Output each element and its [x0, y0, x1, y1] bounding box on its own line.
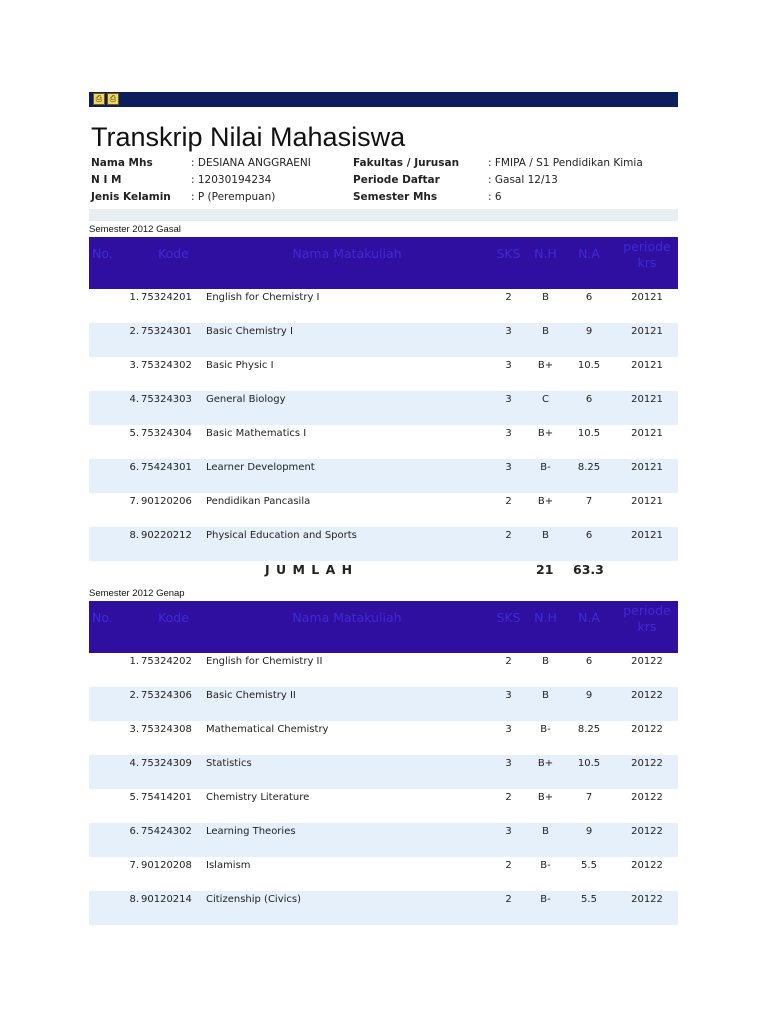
row-nh: B	[542, 656, 549, 667]
row-sks: 2	[505, 860, 512, 871]
row-nama: General Biology	[206, 391, 488, 425]
row-kode: 75414201	[141, 792, 192, 803]
nama-label: Nama Mhs	[91, 157, 153, 169]
fakultas-label: Fakultas / Jurusan	[353, 157, 460, 169]
table-row	[89, 391, 678, 425]
row-periode: 20122	[631, 724, 663, 735]
row-na: 6	[585, 656, 593, 667]
row-sks: 3	[505, 724, 512, 735]
row-no: 7.	[129, 860, 139, 871]
header-nh: N.H	[529, 237, 562, 289]
header-periode: periode krs	[616, 601, 678, 653]
row-kode: 75424302	[141, 823, 206, 857]
row-nama: English for Chemistry II	[206, 656, 323, 667]
row-no: 3.	[129, 360, 139, 371]
header-nama: Nama Matakuliah	[206, 237, 488, 289]
row-sks: 3	[488, 755, 529, 789]
row-nama: Chemistry Literature	[206, 792, 310, 803]
row-periode: 20121	[631, 292, 663, 303]
semester-label: Semester 2012 Gasal	[89, 224, 181, 235]
row-periode: 20121	[631, 360, 663, 371]
semester-mhs-label: Semester Mhs	[353, 191, 438, 203]
divider-bar	[89, 209, 678, 221]
table-row	[89, 857, 678, 891]
semester-mhs-value: : 6	[488, 191, 502, 203]
row-nh: B+	[537, 792, 554, 803]
row-nama: Pendidikan Pancasila	[206, 496, 311, 507]
grades-table	[89, 601, 678, 925]
row-na: 6	[585, 292, 593, 303]
row-kode: 75324201	[141, 292, 192, 303]
table-row	[89, 823, 678, 857]
table-row	[89, 459, 678, 493]
row-no: 6.	[89, 459, 141, 493]
row-sks: 2	[505, 292, 512, 303]
row-sks: 3	[505, 360, 512, 371]
row-sks: 2	[505, 656, 512, 667]
row-nh: B	[529, 687, 562, 721]
header-no: No.	[89, 237, 141, 289]
row-na: 7	[585, 792, 593, 803]
row-sks: 3	[488, 687, 529, 721]
row-na: 8.25	[562, 459, 616, 493]
print-icon[interactable]: ⎙	[93, 93, 105, 105]
nim-value: : 12030194234	[191, 174, 272, 186]
row-no: 3.	[129, 724, 139, 735]
row-no: 5.	[129, 428, 139, 439]
row-kode: 75424301	[141, 459, 206, 493]
table-header-row	[89, 237, 678, 289]
jumlah-row	[89, 561, 678, 583]
row-nh: B+	[529, 755, 562, 789]
semester-label: Semester 2012 Genap	[89, 588, 185, 599]
row-no: 8.	[89, 527, 141, 561]
row-no: 4.	[89, 755, 141, 789]
row-no: 4.	[89, 391, 141, 425]
row-periode: 20121	[616, 459, 678, 493]
row-nama: Statistics	[206, 755, 488, 789]
row-kode: 90120206	[141, 496, 192, 507]
row-nh: B-	[540, 724, 551, 735]
row-sks: 2	[488, 527, 529, 561]
row-na: 6	[562, 391, 616, 425]
header-no: No.	[89, 601, 141, 653]
header-kode: Kode	[141, 237, 206, 289]
row-kode: 75324309	[141, 755, 206, 789]
row-na: 8.25	[577, 724, 601, 735]
transcript-page	[89, 92, 678, 925]
table-row	[89, 789, 678, 823]
table-header-row	[89, 601, 678, 653]
row-kode: 90120208	[141, 860, 192, 871]
row-nama: Basic Chemistry I	[206, 323, 488, 357]
header-kode: Kode	[141, 601, 206, 653]
print-icon[interactable]: ⎙	[107, 93, 119, 105]
row-no: 7.	[129, 496, 139, 507]
header-na: N.A	[562, 237, 616, 289]
row-nama: Citizenship (Civics)	[206, 891, 488, 925]
row-nh: B	[542, 292, 549, 303]
row-nh: B+	[537, 428, 554, 439]
row-kode: 75324308	[141, 724, 192, 735]
nim-label: N I M	[91, 174, 122, 186]
row-no: 5.	[129, 792, 139, 803]
row-periode: 20122	[616, 755, 678, 789]
table-row	[89, 493, 678, 527]
jumlah-na: 63.3	[573, 562, 604, 577]
row-kode: 75324302	[141, 360, 192, 371]
top-toolbar	[89, 92, 678, 107]
table-row	[89, 357, 678, 391]
row-na: 10.5	[577, 360, 601, 371]
row-no: 6.	[89, 823, 141, 857]
row-nh: B	[529, 823, 562, 857]
table-row	[89, 755, 678, 789]
row-nama: Basic Mathematics I	[206, 428, 307, 439]
row-sks: 3	[505, 428, 512, 439]
row-kode: 90220212	[141, 527, 206, 561]
table-row	[89, 687, 678, 721]
grades-table	[89, 237, 678, 561]
row-periode: 20121	[616, 527, 678, 561]
table-row	[89, 527, 678, 561]
row-periode: 20122	[616, 687, 678, 721]
row-na: 5.5	[581, 860, 597, 871]
row-nama: Islamism	[206, 860, 251, 871]
row-nama: Basic Chemistry II	[206, 687, 488, 721]
jumlah-label: J U M L A H	[265, 562, 354, 577]
row-sks: 3	[488, 391, 529, 425]
row-periode: 20121	[631, 496, 663, 507]
row-na: 9	[562, 823, 616, 857]
row-nh: B+	[537, 360, 554, 371]
row-sks: 3	[488, 459, 529, 493]
fakultas-value: : FMIPA / S1 Pendidikan Kimia	[488, 157, 643, 169]
row-na: 9	[562, 323, 616, 357]
row-kode: 75324306	[141, 687, 206, 721]
row-nh: B-	[540, 860, 551, 871]
row-kode: 90120214	[141, 891, 206, 925]
row-periode: 20122	[631, 860, 663, 871]
row-na: 10.5	[562, 755, 616, 789]
row-na: 6	[562, 527, 616, 561]
row-periode: 20122	[631, 792, 663, 803]
row-periode: 20122	[616, 891, 678, 925]
row-nh: C	[529, 391, 562, 425]
student-info	[89, 157, 678, 209]
header-periode: periode krs	[616, 237, 678, 289]
jumlah-sks: 21	[536, 562, 554, 577]
row-nh: B	[529, 323, 562, 357]
row-periode: 20122	[616, 823, 678, 857]
table-row	[89, 289, 678, 323]
row-no: 2.	[89, 687, 141, 721]
row-nama: Mathematical Chemistry	[206, 724, 329, 735]
header-nama: Nama Matakuliah	[206, 601, 488, 653]
row-na: 5.5	[562, 891, 616, 925]
jenis-kelamin-value: : P (Perempuan)	[191, 191, 276, 203]
row-nama: Learner Development	[206, 459, 488, 493]
nama-value: : DESIANA ANGGRAENI	[191, 157, 311, 169]
table-row	[89, 323, 678, 357]
row-kode: 75324304	[141, 428, 192, 439]
row-na: 7	[585, 496, 593, 507]
row-na: 9	[562, 687, 616, 721]
row-sks: 2	[505, 496, 512, 507]
periode-daftar-label: Periode Daftar	[353, 174, 440, 186]
row-no: 8.	[89, 891, 141, 925]
row-nama: Physical Education and Sports	[206, 527, 488, 561]
row-no: 1.	[129, 656, 139, 667]
row-na: 10.5	[577, 428, 601, 439]
row-sks: 2	[488, 891, 529, 925]
row-nh: B+	[537, 496, 554, 507]
header-nh: N.H	[529, 601, 562, 653]
row-sks: 3	[488, 823, 529, 857]
row-nh: B	[529, 527, 562, 561]
row-no: 1.	[129, 292, 139, 303]
row-nh: B-	[529, 459, 562, 493]
row-nama: English for Chemistry I	[206, 292, 320, 303]
table-row	[89, 721, 678, 755]
row-sks: 3	[488, 323, 529, 357]
row-periode: 20121	[616, 391, 678, 425]
row-nh: B-	[529, 891, 562, 925]
row-periode: 20122	[631, 656, 663, 667]
jenis-kelamin-label: Jenis Kelamin	[91, 191, 171, 203]
row-nama: Basic Physic I	[206, 360, 274, 371]
row-nama: Learning Theories	[206, 823, 488, 857]
header-sks: SKS	[488, 237, 529, 289]
table-row	[89, 653, 678, 687]
row-periode: 20121	[616, 323, 678, 357]
row-periode: 20121	[631, 428, 663, 439]
table-row	[89, 425, 678, 459]
header-na: N.A	[562, 601, 616, 653]
row-sks: 2	[505, 792, 512, 803]
row-kode: 75324301	[141, 323, 206, 357]
table-row	[89, 891, 678, 925]
row-kode: 75324303	[141, 391, 206, 425]
header-sks: SKS	[488, 601, 529, 653]
row-kode: 75324202	[141, 656, 192, 667]
row-no: 2.	[89, 323, 141, 357]
page-title: Transkrip Nilai Mahasiswa	[91, 122, 406, 152]
periode-daftar-value: : Gasal 12/13	[488, 174, 558, 186]
